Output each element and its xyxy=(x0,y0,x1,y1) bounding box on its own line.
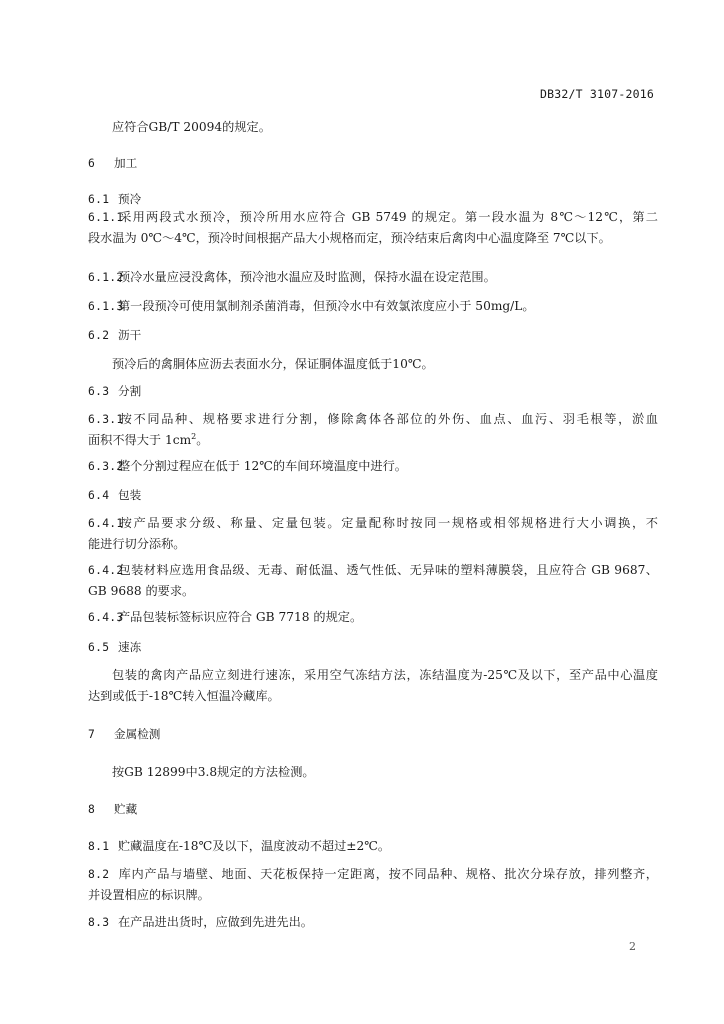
clause-6-3-2 xyxy=(88,456,658,477)
section-6-3-heading xyxy=(88,381,658,402)
clause-text: 整个分割过程应在低于 12℃的车间环境温度中进行。 xyxy=(118,459,407,473)
clause-6-4-1 xyxy=(88,513,658,555)
section-title: 包装 xyxy=(118,488,142,502)
clause-number: 6.3.1 xyxy=(88,413,124,426)
clause-6-1-3 xyxy=(88,296,658,317)
clause-text: 预冷水量应浸没禽体，预冷池水温应及时监测，保持水温在设定范围。 xyxy=(118,270,496,284)
section-title: 金属检测 xyxy=(114,727,161,741)
clause-number: 6.4.1 xyxy=(88,517,124,530)
clause-line-1: 8.2 库内产品与墙壁、地面、天花板保持一定距离，按不同品种、规格、批次分垛存放，排列整齐， xyxy=(88,864,658,885)
text-line-2: 达到或低于-18℃转入恒温冷藏库。 xyxy=(88,689,280,703)
section-title: 速冻 xyxy=(118,640,142,654)
clause-number: 8.3 xyxy=(88,916,110,929)
section-6-heading xyxy=(88,153,658,174)
page-number: 2 xyxy=(629,940,636,953)
section-number: 6.1 xyxy=(88,193,110,206)
text-line-1: 包装的禽肉产品应立刻进行速冻，采用空气冻结方法，冻结温度为-25℃及以下，至产品中心温度 xyxy=(112,668,658,682)
clause-text: 在产品进出货时，应做到先进先出。 xyxy=(118,915,313,929)
clause-line-1: 6.4.2包装材料应选用食品级、无毒、耐低温、透气性低、无异味的塑料薄膜袋，且应符合 GB 9687、 xyxy=(88,560,658,581)
clause-line-2: 能进行切分添称。 xyxy=(88,537,186,551)
section-7-heading xyxy=(88,724,658,745)
section-8-heading xyxy=(88,799,658,820)
section-number: 7 xyxy=(88,728,96,741)
intro-paragraph: 应符合GB/T 20094的规定。 xyxy=(112,120,271,134)
clause-number: 8.1 xyxy=(88,840,110,853)
clause-8-3 xyxy=(88,912,658,933)
clause-number: 6.4.2 xyxy=(88,564,124,577)
clause-6-4-2 xyxy=(88,560,658,602)
clause-text: 贮藏温度在-18℃及以下，温度波动不超过±2℃。 xyxy=(118,839,391,853)
section-6-5-heading xyxy=(88,637,658,658)
document-code: DB32/T 3107-2016 xyxy=(540,87,654,101)
section-number: 8 xyxy=(88,803,96,816)
section-6-5-text xyxy=(88,665,658,707)
clause-6-1-1 xyxy=(88,207,658,249)
section-7-text: 按GB 12899中3.8规定的方法检测。 xyxy=(112,765,315,779)
clause-number: 6.1.2 xyxy=(88,271,124,284)
clause-number: 6.1.1 xyxy=(88,211,124,224)
clause-text: 第一段预冷可使用氯制剂杀菌消毒，但预冷水中有效氯浓度应小于 50mg/L。 xyxy=(118,299,535,313)
clause-line-2: GB 9688 的要求。 xyxy=(88,584,195,598)
clause-6-1-2 xyxy=(88,267,658,288)
clause-number: 6.1.3 xyxy=(88,300,124,313)
section-title: 贮藏 xyxy=(114,802,138,816)
section-6-2-text: 预冷后的禽胴体应沥去表面水分，保证胴体温度低于10℃。 xyxy=(112,357,434,371)
clause-number: 8.2 xyxy=(88,868,110,881)
clause-text: 产品包装标签标识应符合 GB 7718 的规定。 xyxy=(118,610,363,624)
clause-line-1: 6.3.1按不同品种、规格要求进行分割，修除禽体各部位的外伤、血点、血污、羽毛根等，淤血 xyxy=(88,409,658,430)
clause-number: 6.4.3 xyxy=(88,611,124,624)
clause-line-1: 6.4.1按产品要求分级、称量、定量包装。定量配称时按同一规格或相邻规格进行大小调换，不 xyxy=(88,513,658,534)
clause-8-1 xyxy=(88,836,658,857)
section-6-2-heading xyxy=(88,325,658,346)
section-6-4-heading xyxy=(88,485,658,506)
clause-6-3-1 xyxy=(88,409,658,451)
section-title: 沥干 xyxy=(118,328,142,342)
clause-line-1: 6.1.1采用两段式水预冷，预冷所用水应符合 GB 5749 的规定。第一段水温为 8℃～12℃，第二 xyxy=(88,207,658,228)
section-title: 预冷 xyxy=(118,192,142,206)
section-number: 6 xyxy=(88,157,96,170)
section-number: 6.2 xyxy=(88,329,110,342)
clause-line-2: 并设置相应的标识牌。 xyxy=(88,888,210,902)
superscript: 2 xyxy=(191,431,197,441)
clause-8-2 xyxy=(88,864,658,906)
clause-line-2: 面积不得大于 $1cm^2$。 xyxy=(88,431,209,447)
clause-number: 6.3.2 xyxy=(88,460,124,473)
clause-6-4-3 xyxy=(88,607,658,628)
section-title: 分割 xyxy=(118,384,142,398)
section-number: 6.3 xyxy=(88,385,110,398)
clause-line-2: 段水温为 0℃～4℃，预冷时间根据产品大小规格而定，预冷结束后禽肉中心温度降至 7℃以下。 xyxy=(88,231,611,245)
section-title: 加工 xyxy=(114,156,138,170)
section-number: 6.5 xyxy=(88,641,110,654)
section-number: 6.4 xyxy=(88,489,110,502)
